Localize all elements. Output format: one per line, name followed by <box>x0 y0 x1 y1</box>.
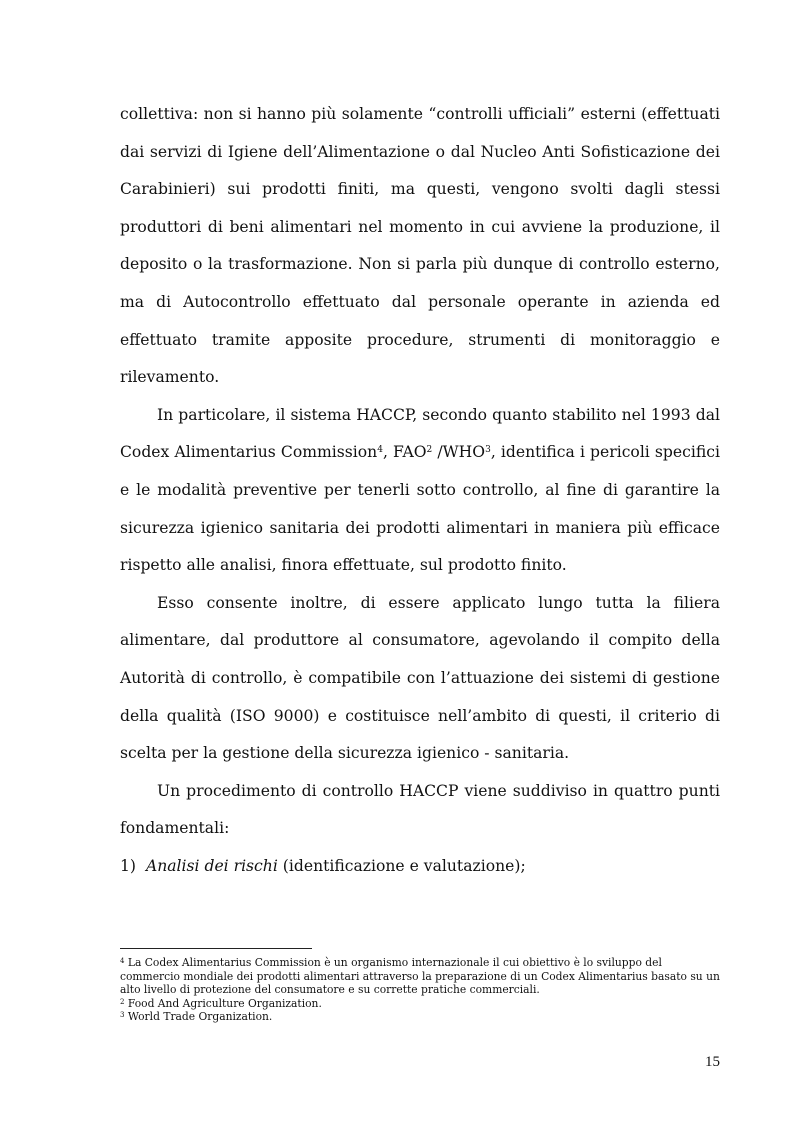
footnote-ref-2: 2 <box>426 445 433 456</box>
footnote-ref-4: 4 <box>377 445 383 456</box>
list-item-1 <box>120 848 720 886</box>
footnote-4 <box>120 956 720 997</box>
list-item-number: 1) <box>120 856 137 875</box>
footnote-ref-3: 3 <box>485 445 491 456</box>
paragraph-2-text-d: , identifica i pericoli specifici e le modalità preventive per tenerli sotto controllo, al fine di garantire la sicurezza igienico sanitaria dei prodotti alimentari in maniera più efficace rispetto alle analisi, finora effettuate, sul prodotto finito. <box>120 443 720 575</box>
footnote-text: World Trade Organization. <box>124 1010 273 1023</box>
paragraph-2 <box>120 397 720 585</box>
footnote-mark: 4 <box>120 957 125 965</box>
page-body <box>120 96 720 885</box>
footnote-text: La Codex Alimentarius Commission è un organismo internazionale il cui obiettivo è lo sviluppo del commercio mondiale dei prodotti alimentari attraverso la preparazione di un Codex Alimentarius basato su un alto livello di protezione del consumatore e su corrette pratiche commerciali. <box>120 956 720 996</box>
paragraph-2-text-b: , FAO <box>382 443 427 462</box>
footnote-mark: 3 <box>120 1011 125 1019</box>
footnotes <box>120 956 720 1024</box>
footnote-2 <box>120 997 720 1011</box>
list-item-italic-title: Analisi dei rischi <box>145 856 278 875</box>
footnote-mark: 2 <box>120 997 125 1006</box>
paragraph-2-text-a: In particolare, il sistema HACCP, secondo quanto stabilito nel 1993 dal Codex Alimentarius Commission <box>120 405 720 462</box>
footnote-3 <box>120 1010 720 1024</box>
list-item-text: (identificazione e valutazione); <box>277 856 526 875</box>
paragraph-4: Un procedimento di controllo HACCP viene suddiviso in quattro punti fondamentali: <box>120 781 720 838</box>
footnote-text: Food And Agriculture Organization. <box>124 996 322 1010</box>
page-number: 15 <box>705 1054 720 1070</box>
footnote-separator <box>120 948 312 949</box>
paragraph-2-text-c: /WHO <box>432 443 486 462</box>
paragraph-1: collettiva: non si hanno più solamente “controlli ufficiali” esterni (effettuati dai servizi di Igiene dell’Alimentazione o dal Nucleo Anti Sofisticazione dei Carabinieri) sui prodotti finiti, ma questi, vengono svolti dagli stessi produttori di beni alimentari nel momento in cui avviene la produzione, il deposito o la trasformazione. Non si parla più dunque di controllo esterno, ma di Autocontrollo effettuato dal personale operante in azienda ed effettuato tramite apposite procedure, strumenti di monitoraggio e rilevamento. <box>120 105 720 387</box>
paragraph-3: Esso consente inoltre, di essere applicato lungo tutta la filiera alimentare, dal produttore al consumatore, agevolando il compito della Autorità di controllo, è compatibile con l’attuazione dei sistemi di gestione della qualità (ISO 9000) e costituisce nell’ambito di questi, il criterio di scelta per la gestione della sicurezza igienico - sanitaria. <box>120 593 720 763</box>
